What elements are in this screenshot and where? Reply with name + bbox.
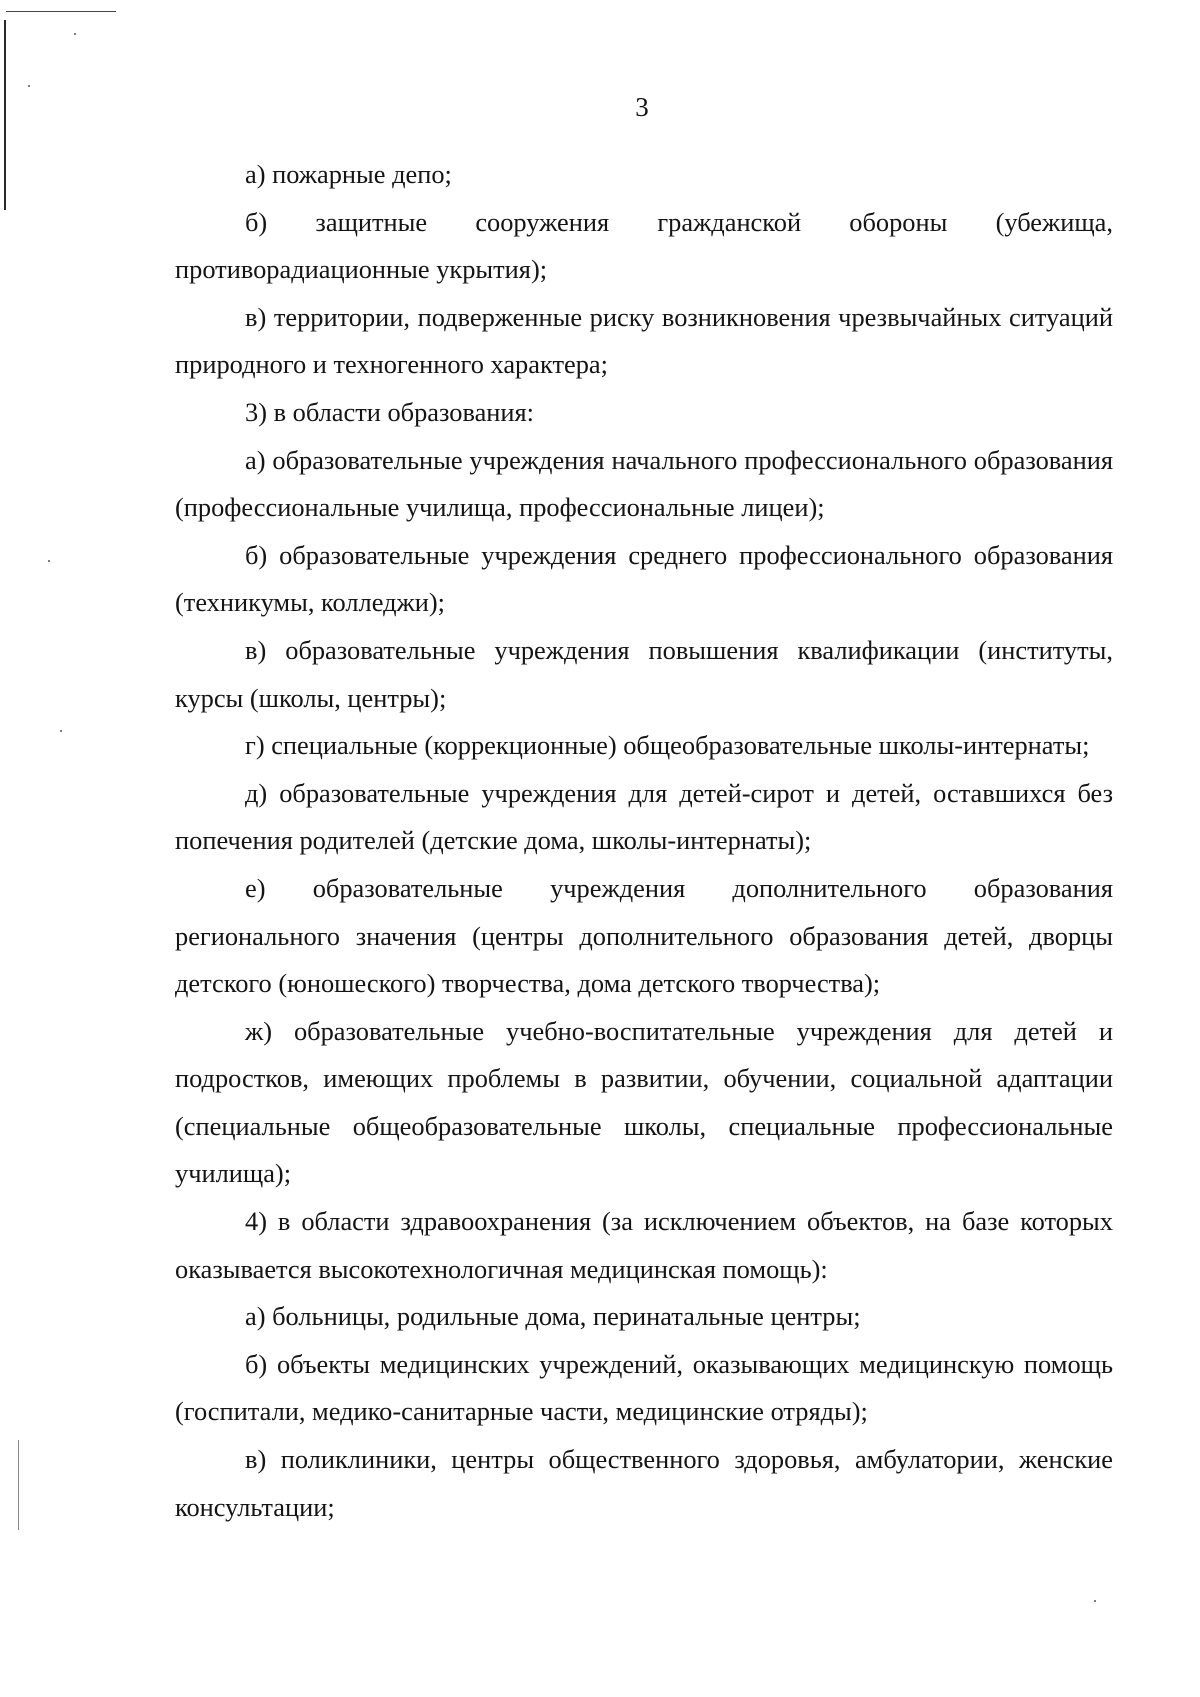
paragraph-fire-depots: а) пожарные депо;: [245, 159, 452, 189]
paragraph-education-heading: 3) в области образования:: [245, 396, 534, 427]
page-number: 3: [635, 92, 649, 122]
scan-top-line: [6, 11, 116, 12]
scan-speck: [74, 33, 76, 35]
paragraph-emergency-risk-territories: в) территории, подверженные риску возникновения чрезвычайных ситуаций природного и техногенного характера;: [175, 301, 1113, 380]
scan-edge-line: [18, 1440, 19, 1530]
paragraph-hospitals: а) больницы, родильные дома, перинатальные центры;: [245, 1301, 861, 1332]
paragraph-healthcare-heading: 4) в области здравоохранения (за исключением объектов, на базе которых оказывается высокотехнологичная медицинская помощь):: [175, 1206, 1113, 1284]
document-body: [175, 151, 1113, 1531]
paragraph-polyclinics: в) поликлиники, центры общественного здоровья, амбулатории, женские консультации;: [175, 1444, 1113, 1522]
paragraph-orphan-institutions: д) образовательные учреждения для детей-сирот и детей, оставшихся без попечения родителей (детские дома, школы-интернаты);: [175, 777, 1113, 856]
scan-speck: [48, 560, 50, 562]
paragraph-additional-education: е) образовательные учреждения дополнительного образования регионального значения (центры дополнительного образования детей, дворцы детского (юношеского) творчества, дома детского творчества);: [175, 872, 1113, 999]
paragraph-medical-facilities: б) объекты медицинских учреждений, оказывающих медицинскую помощь (госпитали, медико-санитарные части, медицинские отряды);: [175, 1348, 1113, 1427]
paragraph-qualification-upgrade: в) образовательные учреждения повышения квалификации (институты, курсы (школы, центры);: [175, 634, 1113, 713]
paragraph-special-boarding-schools: г) специальные (коррекционные) общеобразовательные школы-интернаты;: [245, 730, 1090, 761]
paragraph-vocational-schools: а) образовательные учреждения начального профессионального образования (профессиональные училища, профессиональные лицеи);: [175, 444, 1113, 523]
paragraph-civil-defense-shelters: б) защитные сооружения гражданской обороны (убежища, противорадиационные укрытия);: [175, 206, 1113, 285]
scan-speck: [60, 730, 62, 732]
paragraph-correctional-institutions: ж) образовательные учебно-воспитательные учреждения для детей и подростков, имеющих проблемы в развитии, обучении, социальной адаптации (специальные общеобразовательные школы, специальные профессиональные училища);: [175, 1015, 1113, 1189]
scan-speck: [28, 85, 30, 87]
paragraph-secondary-vocational: б) образовательные учреждения среднего профессионального образования (техникумы, колледжи);: [175, 539, 1113, 618]
scan-speck: [1094, 1600, 1096, 1602]
